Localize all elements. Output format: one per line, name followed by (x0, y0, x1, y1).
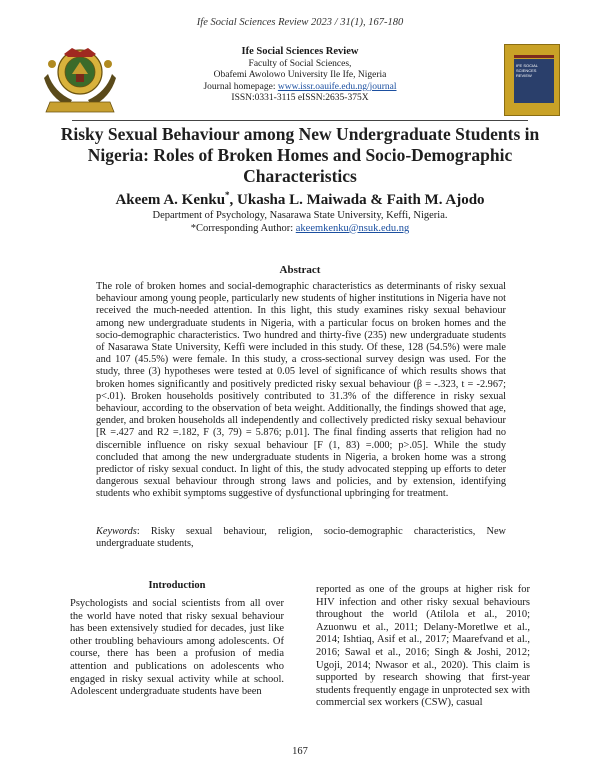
body-column-left: Psychologists and social scientists from all over the world have noted that risky sexual behaviour has been extensively studied for decades, just like other troubling behaviours among adolescents. Of course, there has been a profusion of media attention and publications on adolescents who engaged in risky sexual activity while at school. Adolescent undergraduate students have been (70, 598, 284, 698)
running-head: Ife Social Sciences Review 2023 / 31(1), 167-180 (196, 17, 404, 28)
corresponding-mark: * (225, 190, 230, 200)
faculty-line: Faculty of Social Sciences, (248, 58, 352, 69)
header-divider (72, 120, 528, 121)
keywords-label: Keywords (96, 526, 137, 537)
article-title: Risky Sexual Behaviour among New Undergraduate Students in Nigeria: Roles of Broken Homes and Socio-Demographic Characteristics (60, 124, 540, 186)
introduction-heading: Introduction (148, 580, 206, 591)
body-column-right: reported as one of the groups at higher risk for HIV infection and other risky sexual behaviours throughout the world (Atilola et al., 2010; Azuonwu et al., 2011; Delany-Moretlwe et al., 2014; Ishtiaq, Asif et al., 2017; Maarefvand et al., 2016; Sawal et al., 2016; Singh & Joshi, 2012; Ugoji, 2014; Nwasor et al., 2020). This claim is supported by research showing that first-year students frequently engage in unprotected sex with commercial sex workers (CSW), casual (316, 584, 530, 709)
page-number: 167 (292, 746, 308, 757)
corresponding-author (0, 223, 600, 236)
journal-masthead (42, 44, 562, 116)
abstract-text: The role of broken homes and social-demographic characteristics as determinants of risky sexual behaviour among young people, particularly new students of higher institutions in Nigeria have not received the much-needed attention. In this light, this study examines risky sexual behaviour among new undergraduate students in Nigeria, with a particular focus on broken homes and the socio-demographic characteristics. Two hundred and thirty-five (235) new undergraduate students of Nasarawa State University, Keffi were included in this study. Of these, 128 (54.5%) were male and 107 (45.5%) were female. In this study, a cross-sectional survey design was used. For the study, three (3) hypotheses were tested at 0.05 level of significance of which results shows that broken homes significantly and positively predicted risky sexual behaviour (β = -.323, t = -2.967; p<.01). Broken households positively contributed to 31.3% of the difference in risky sexual behaviour, according to the observation of beta weight. Additionally, the findings showed that age, gender, and broken households all independently and collectively predicted risky sexual behaviour [R =.427 and R2 =.182, F (3, 79) = 5.876; p.01]. The final finding asserts that religion had no discernible influence on risky sexual behaviour [F (1, 83) =.000; p>.05]. While the study concluded that among the new undergraduate students in Nigeria, a broken home was a strong predictor of risky sexual conduct. In light of this, the study advocated stepping up efforts to deter dangerous sexual behaviour through strong laws and policies, and by extension, identifying students who exhibit symptoms suggestive of dysfunctional upbringing for treatment. (96, 281, 506, 500)
university-seal-logo (42, 44, 118, 116)
journal-homepage-link[interactable]: www.issr.oauife.edu.ng/journal (277, 81, 397, 92)
issn-line: ISSN:0331-3115 eISSN:2635-375X (231, 93, 369, 104)
corresponding-label: *Corresponding Author: (190, 222, 296, 234)
cover-title: IFE SOCIAL SCIENCES REVIEW (516, 63, 538, 78)
homepage-line (142, 82, 458, 94)
affiliation: Department of Psychology, Nasarawa State University, Keffi, Nigeria. (152, 210, 448, 221)
journal-name: Ife Social Sciences Review (241, 46, 359, 57)
keywords (96, 526, 506, 550)
corresponding-email-link[interactable]: akeemkenku@nsuk.edu.ng (295, 222, 410, 234)
keywords-list: : Risky sexual behaviour, religion, socio-demographic characteristics, New undergraduate students, (96, 526, 506, 550)
author-list (0, 190, 600, 209)
journal-info (142, 46, 458, 105)
author-1: Akeem A. Kenku (115, 192, 226, 208)
abstract-heading: Abstract (279, 264, 321, 276)
journal-cover-thumbnail (504, 44, 560, 116)
cover-band (514, 55, 554, 58)
homepage-label: Journal homepage: (203, 81, 278, 92)
affiliation-block (0, 210, 600, 235)
university-line: Obafemi Awolowo University Ile Ife, Nigeria (213, 70, 387, 81)
other-authors: , Ukasha L. Maiwada & Faith M. Ajodo (229, 192, 485, 208)
